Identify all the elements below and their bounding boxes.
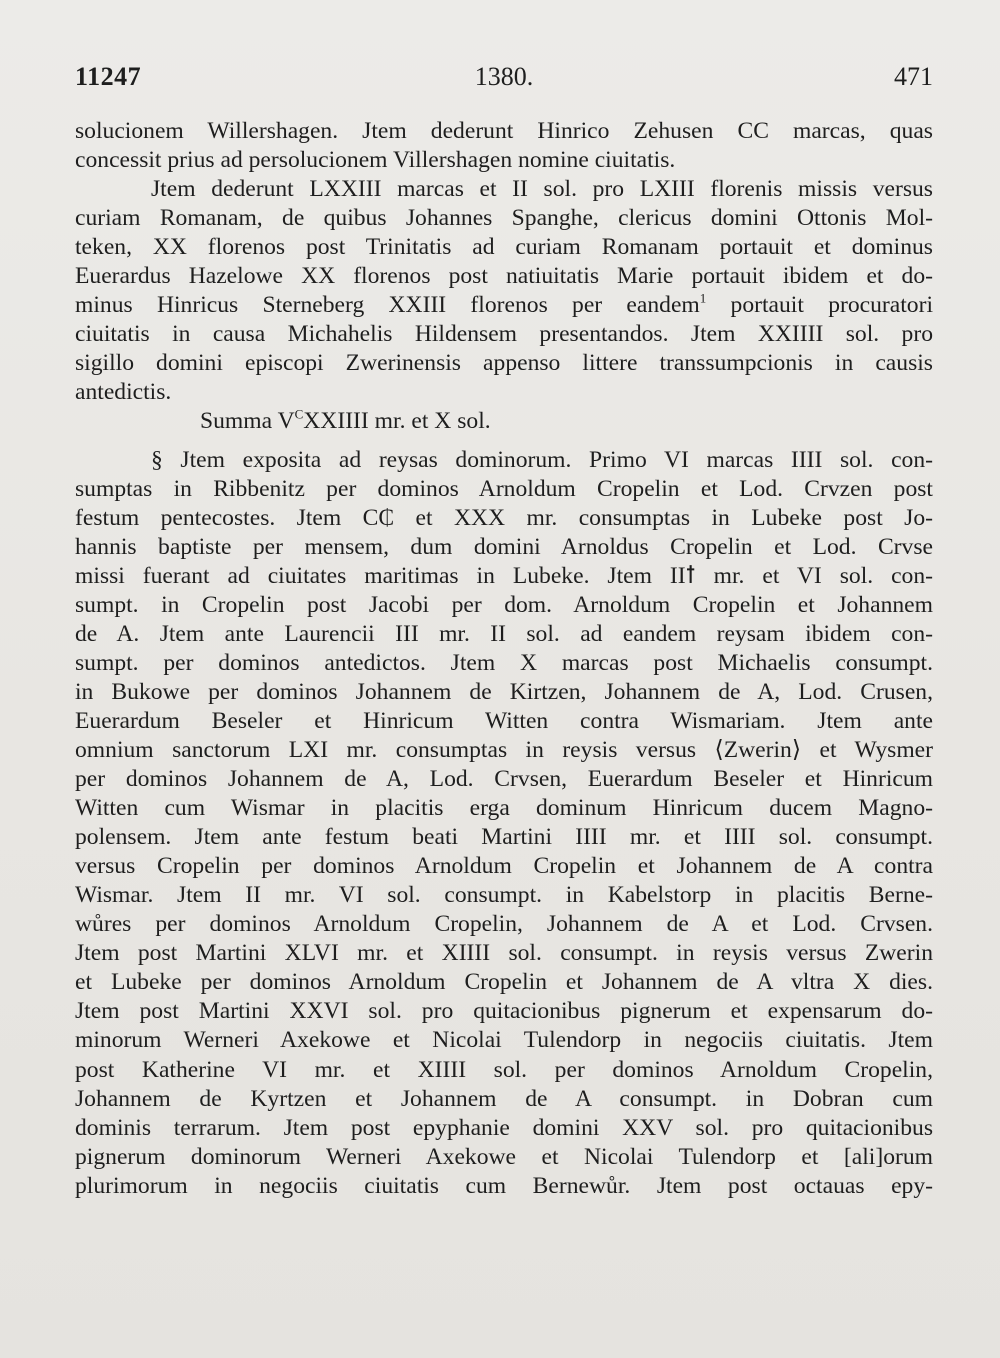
- text-line: concessit prius ad persolucionem Villershagen nomine ciuitatis.: [75, 147, 676, 174]
- text-line: ciuitatis in causa Michahelis Hildensem presentandos. Jtem XXIIII sol. pro: [75, 321, 933, 348]
- text-line: curiam Romanam, de quibus Johannes Spanghe, clericus domini Ottonis Mol-: [75, 205, 933, 232]
- text-line: versus Cropelin per dominos Arnoldum Cropelin et Johannem de A contra: [75, 853, 933, 880]
- text-line: Jtem post Martini XLVI mr. et XIIII sol. consumpt. in reysis versus Zwerin: [75, 940, 933, 967]
- text-line: et Lubeke per dominos Arnoldum Cropelin et Johannem de A vltra X dies.: [75, 969, 933, 996]
- text-line: Jtem dederunt LXXIII marcas et II sol. pro LXIII florenis missis versus: [151, 176, 933, 203]
- page-number: 471: [894, 62, 933, 91]
- text-line: Jtem post Martini XXVI sol. pro quitacionibus pignerum et expensarum do-: [75, 998, 933, 1025]
- text-line: solucionem Willershagen. Jtem dederunt Hinrico Zehusen CC marcas, quas: [75, 118, 933, 144]
- text-line: Euerardum Beseler et Hinricum Witten contra Wismariam. Jtem ante: [75, 707, 933, 734]
- text-line: dominis terrarum. Jtem post epyphanie domini XXV sol. pro quitacionibus: [75, 1114, 933, 1141]
- text-line: Euerardus Hazelowe XX florenos post natiuitatis Marie portauit ibidem et do-: [75, 263, 933, 290]
- year-heading: 1380.: [474, 62, 534, 91]
- body-text: [75, 117, 933, 1201]
- paragraph-gap: [75, 437, 933, 446]
- text-line: Wismar. Jtem II mr. VI sol. consumpt. in Kabelstorp in placitis Berne-: [75, 882, 933, 909]
- text-line: § Jtem exposita ad reysas dominorum. Primo VI marcas IIII sol. con-: [151, 446, 933, 473]
- document-number: 11247: [75, 62, 142, 91]
- summa-superscript: C: [294, 407, 304, 422]
- text-line: festum pentecostes. Jtem C₵ et XXX mr. consumptas in Lubeke post Jo-: [75, 504, 933, 531]
- summa-line: [75, 407, 933, 436]
- text-line: wůres per dominos Arnoldum Cropelin, Johannem de A et Lod. Crvsen.: [75, 911, 933, 938]
- text-line: Johannem de Kyrtzen et Johannem de A consumpt. in Dobran cum: [75, 1085, 933, 1112]
- text-line: pignerum dominorum Werneri Axekowe et Nicolai Tulendorp et [ali]orum: [75, 1143, 933, 1170]
- text-line: in Bukowe per dominos Johannem de Kirtzen, Johannem de A, Lod. Crusen,: [75, 678, 933, 705]
- text-line: missi fuerant ad ciuitates maritimas in Lubeke. Jtem IIꝉ mr. et VI sol. con-: [75, 562, 933, 589]
- text-segment: minus Hinricus Sterneberg XXIII florenos per eandem: [75, 292, 700, 319]
- text-line: omnium sanctorum LXI mr. consumptas in reysis versus ⟨Zwerin⟩ et Wysmer: [75, 736, 933, 763]
- text-line: sigillo domini episcopi Zwerinensis appenso littere transsumpcionis in causis: [75, 350, 933, 377]
- text-line: Witten cum Wismar in placitis erga dominum Hinricum ducem Magno-: [75, 795, 933, 822]
- text-line: antedictis.: [75, 379, 172, 406]
- text-line: hannis baptiste per mensem, dum domini Arnoldus Cropelin et Lod. Crvse: [75, 533, 933, 560]
- text-line: per dominos Johannem de A, Lod. Crvsen, Euerardum Beseler et Hinricum: [75, 766, 933, 793]
- text-line: teken, XX florenos post Trinitatis ad curiam Romanam portauit et dominus: [75, 234, 933, 261]
- text-line: sumpt. per dominos antedictos. Jtem X marcas post Michaelis consumpt.: [75, 649, 933, 676]
- text-line: post Katherine VI mr. et XIIII sol. per dominos Arnoldum Cropelin,: [75, 1056, 933, 1083]
- text-line: sumptas in Ribbenitz per dominos Arnoldum Cropelin et Lod. Crvzen post: [75, 475, 933, 502]
- footnote-marker: 1: [699, 291, 707, 306]
- text-line: sumpt. in Cropelin post Jacobi per dom. Arnoldum Cropelin et Johannem: [75, 591, 933, 618]
- text-line: polensem. Jtem ante festum beati Martini IIII mr. et IIII sol. consumpt.: [75, 824, 933, 851]
- text-segment: portauit procuratori: [706, 292, 933, 319]
- page-header: [75, 62, 933, 98]
- text-line: de A. Jtem ante Laurencii III mr. II sol. ad eandem reysam ibidem con-: [75, 620, 933, 647]
- summa-suffix: XXIIII mr. et X sol.: [303, 408, 491, 435]
- summa-prefix: Summa V: [200, 408, 295, 435]
- text-line: [75, 291, 933, 320]
- text-line: minorum Werneri Axekowe et Nicolai Tulendorp in negociis ciuitatis. Jtem: [75, 1027, 933, 1054]
- text-line: plurimorum in negociis ciuitatis cum Bernewůr. Jtem post octauas epy-: [75, 1172, 933, 1199]
